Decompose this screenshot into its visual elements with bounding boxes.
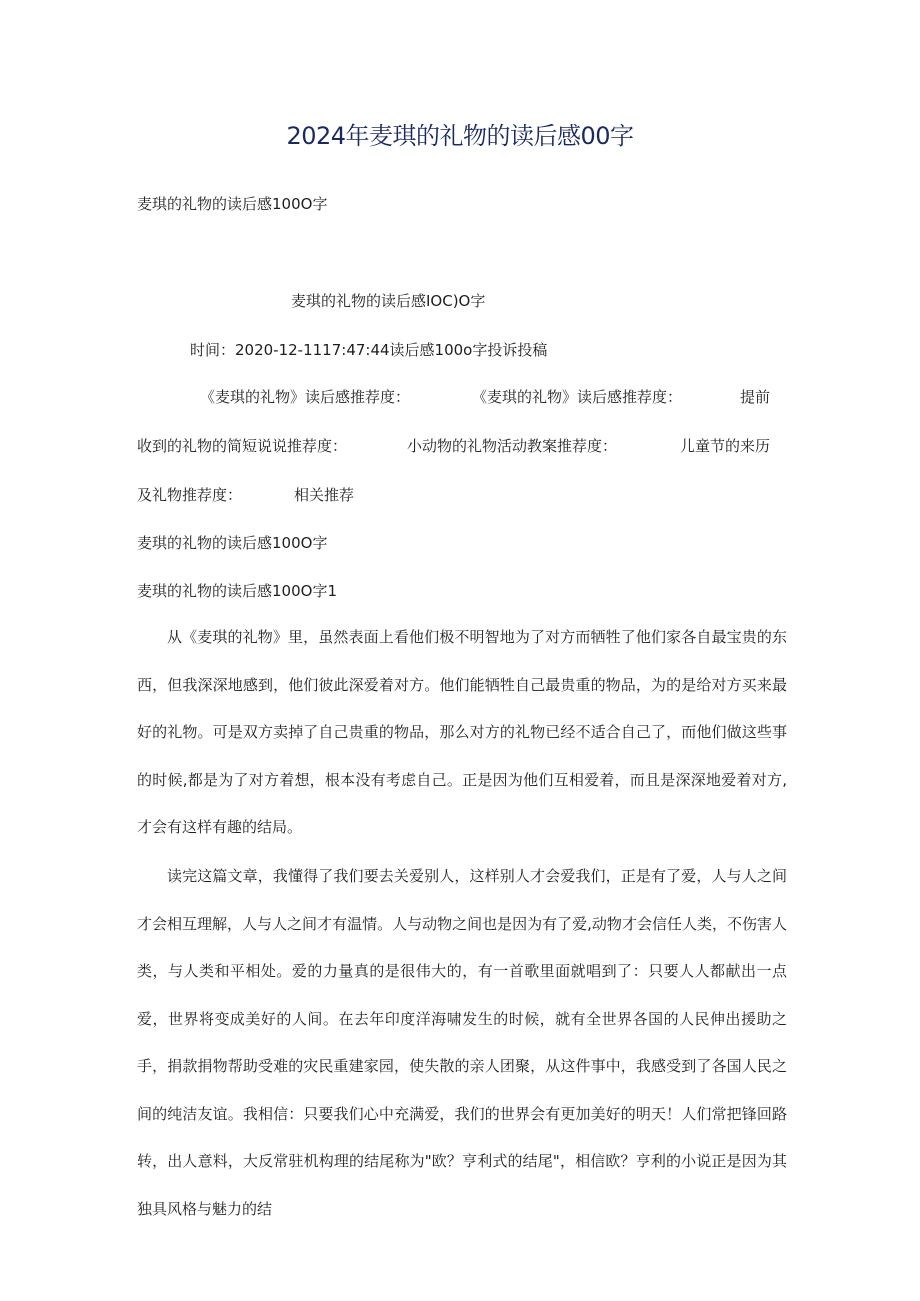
document-title: 2024年麦琪的礼物的读后感00字 [286, 122, 634, 150]
centered-heading: 麦琪的礼物的读后感IOC)O字 [291, 292, 486, 310]
related-recommend-label: 相关推荐 [294, 486, 355, 504]
meta-line: 时间：2020-12-1117:47:44读后感100o字投诉投稿 [190, 341, 548, 359]
subtitle: 麦琪的礼物的读后感100O字 [137, 195, 328, 213]
recommend-link[interactable]: 收到的礼物的简短说说推荐度： [137, 437, 348, 455]
recommend-link[interactable]: 小动物的礼物活动教案推荐度： [407, 437, 618, 455]
body-paragraph: 读完这篇文章，我懂得了我们要去关爱别人，这样别人才会爱我们，正是有了爱，人与人之间才会相互理解，人与人之间才有温情。人与动物之间也是因为有了爱,动物才会信任人类，不伤害人类，与人类和平相处。爱的力量真的是很伟大的，有一首歌里面就唱到了：只要人人都献出一点爱，世界将变成美好的人间。在去年印度洋海啸发生的时候，就有全世界各国的人民伸出援助之手，捐款捐物帮助受难的灾民重建家园，使失散的亲人团聚，从这件事中，我感受到了各国人民之间的纯洁友谊。我相信：只要我们心中充满爱，我们的世界会有更加美好的明天！人们常把锋回路转，出人意料，大反常驻机构理的结尾称为"欧？亨利式的结尾"，相信欧？亨利的小说正是因为其独具风格与魅力的结 [137, 867, 787, 1218]
recommend-link[interactable]: 儿童节的来历 [680, 437, 771, 455]
recommend-link[interactable]: 及礼物推荐度： [137, 486, 243, 504]
section-heading: 麦琪的礼物的读后感100O字1 [137, 582, 337, 600]
section-heading: 麦琪的礼物的读后感100O字 [137, 534, 328, 552]
recommend-link[interactable]: 提前 [740, 388, 771, 406]
recommend-link[interactable]: 《麦琪的礼物》读后感推荐度： [200, 388, 411, 406]
body-paragraph: 从《麦琪的礼物》里，虽然表面上看他们极不明智地为了对方而牺牲了他们家各自最宝贵的东西，但我深深地感到，他们彼此深爱着对方。他们能牺牲自己最贵重的物品，为的是给对方买来最好的礼物。可是双方卖掉了自己贵重的物品，那么对方的礼物已经不适合自己了，而他们做这些事的时候,都是为了对方着想，根本没有考虑自己。正是因为他们互相爱着，而且是深深地爱着对方,才会有这样有趣的结局。 [137, 628, 787, 836]
recommend-link[interactable]: 《麦琪的礼物》读后感推荐度： [472, 388, 683, 406]
